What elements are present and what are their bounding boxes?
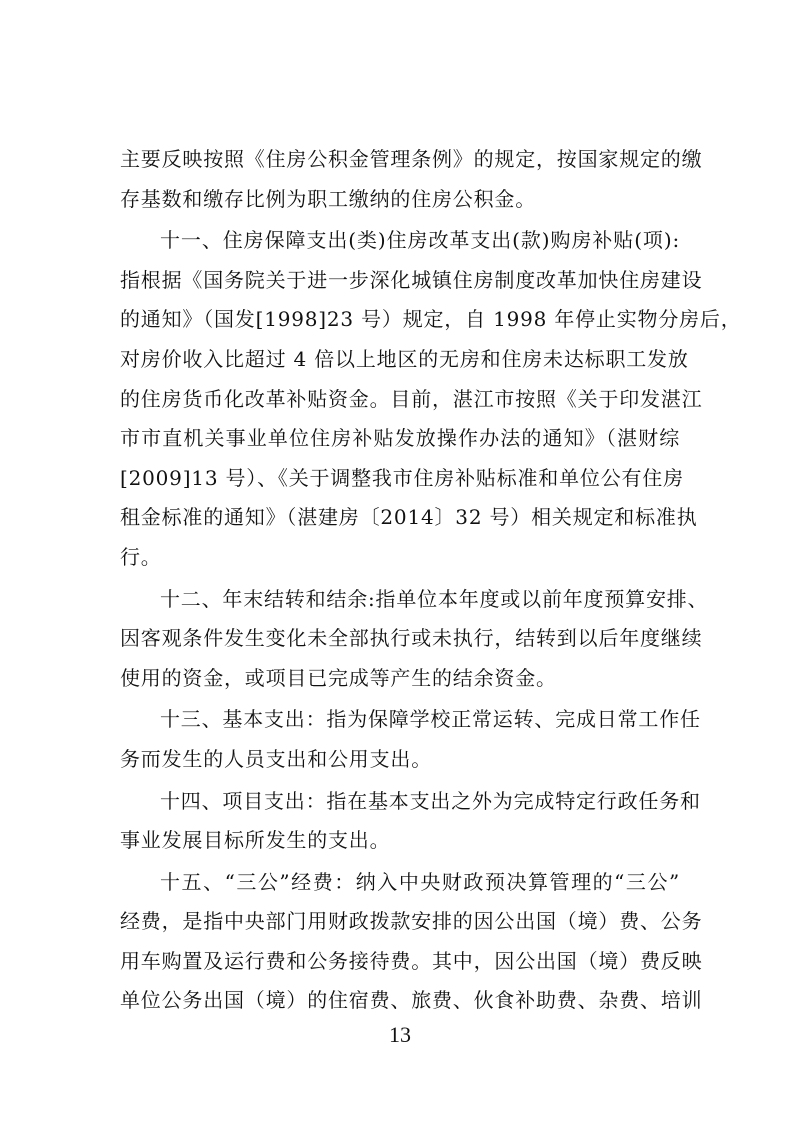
text-line: 十五、“三公”经费：纳入中央财政预决算管理的“三公” <box>160 869 680 894</box>
document-body <box>120 140 742 1023</box>
text-line: 十一、住房保障支出(类)住房改革支出(款)购房补贴(项): <box>160 228 680 253</box>
text-line: 使用的资金，或项目已完成等产生的结余资金。 <box>120 665 557 690</box>
paragraph-carryover-balance <box>120 580 709 699</box>
text-line: 十二、年末结转和结余:指单位本年度或以前年度预算安排、 <box>160 586 709 611</box>
text-line: 租金标准的通知》（湛建房〔2014〕32 号）相关规定和标准执 <box>120 505 698 530</box>
text-line: 事业发展目标所发生的支出。 <box>120 828 391 853</box>
text-line: 市市直机关事业单位住房补贴发放操作办法的通知》（湛财综 <box>120 426 680 451</box>
text-line: 单位公务出国（境）的住宿费、旅费、伙食补助费、杂费、培训 <box>120 988 703 1013</box>
text-line: 十四、项目支出：指在基本支出之外为完成特定行政任务和 <box>160 788 701 813</box>
text-line: 的住房货币化改革补贴资金。目前，湛江市按照《关于印发湛江 <box>120 386 703 411</box>
text-line: 对房价收入比超过 4 倍以上地区的无房和住房未达标职工发放 <box>120 346 689 371</box>
text-line: 的通知》（国发[1998]23 号）规定，自 1998 年停止实物分房后， <box>120 307 742 332</box>
paragraph-basic-expenditure <box>120 700 701 779</box>
text-line: 经费，是指中央部门用财政拨款安排的因公出国（境）费、公务 <box>120 909 703 934</box>
text-line: 用车购置及运行费和公务接待费。其中，因公出国（境）费反映 <box>120 948 703 973</box>
text-line: 指根据《国务院关于进一步深化城镇住房制度改革加快住房建设 <box>120 267 703 292</box>
page-number: 13 <box>389 1022 411 1047</box>
paragraph-three-public-expenses <box>120 863 703 1021</box>
text-line: 行。 <box>120 544 162 569</box>
text-line: 十三、基本支出：指为保障学校正常运转、完成日常工作任 <box>160 707 701 732</box>
text-line: 务而发生的人员支出和公用支出。 <box>120 746 432 771</box>
text-line: 因客观条件发生变化未全部执行或未执行，结转到以后年度继续 <box>120 626 703 651</box>
text-line: [2009]13 号）、《关于调整我市住房补贴标准和单位公有住房 <box>120 465 684 490</box>
text-line: 存基数和缴存比例为职工缴纳的住房公积金。 <box>120 186 536 211</box>
text-line: 主要反映按照《住房公积金管理条例》的规定，按国家规定的缴 <box>120 147 703 171</box>
paragraph-housing-subsidy <box>120 221 742 577</box>
paragraph-project-expenditure <box>120 782 701 861</box>
paragraph-housing-fund <box>120 140 703 219</box>
